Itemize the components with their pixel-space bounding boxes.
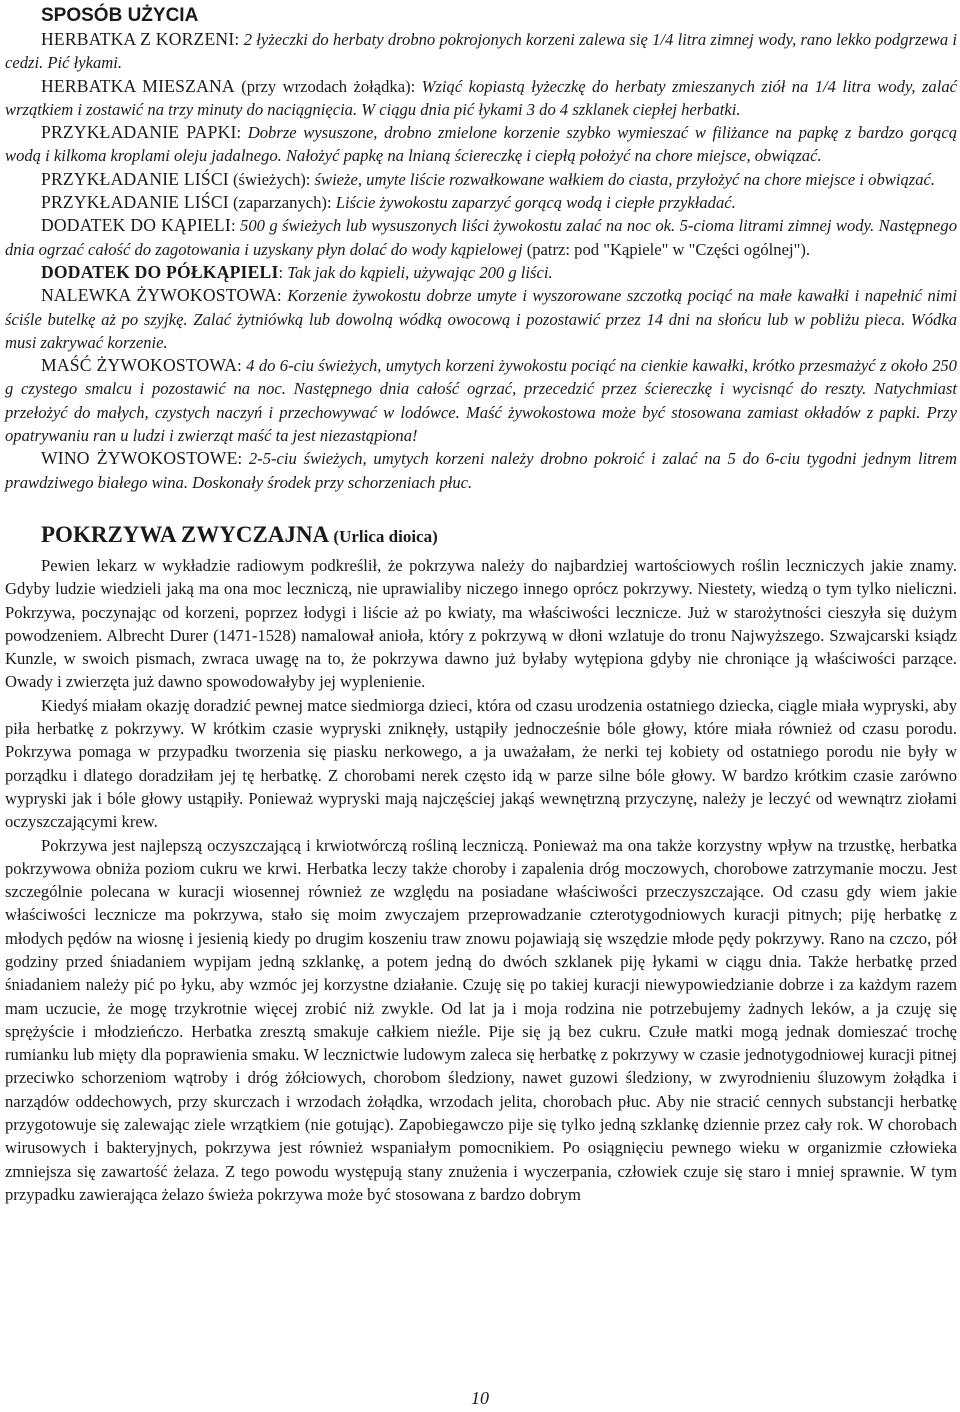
entry-dodatek-do-kapieli <box>5 214 957 261</box>
entry-note: (świeżych): <box>228 169 315 189</box>
entry-heading: DODATEK DO PÓŁKĄPIELI <box>41 261 279 282</box>
body-paragraph-3: Pokrzywa jest najlepszą oczyszczającą i krwiotwórczą rośliną leczniczą. Ponieważ ma ona także korzystny wpływ na trzustkę, herbatka pokrzywowa obniża poziom cukru we krwi. Herbatka leczy także choroby i zapalenia dróg moczowych, chorobowe zatrzymanie moczu. Jest szczególnie polecana w kuracji wiosennej również ze względu na posiadane właściwości przeczyszczające. Od czasu gdy wiem jakie właściwości lecznicze ma pokrzywa, stało się moim zwyczajem przeprowadzanie czterotygodniowych kuracji pitnych; piję herbatkę z młodych pędów na wiosnę i jesienią kiedy po drugim koszeniu traw znowu pojawiają się wszędzie młode pędy pokrzywy. Rano na czczo, pół godziny przed śniadaniem wypijam jedną szklankę, a potem jedną do dwóch szklanek piję łykami w ciągu dnia. Także herbatkę przed śniadaniem należy pić po łyku, aby wzmóc jej korzystne działanie. Czuję się po takiej kuracji niewypowiedzianie dobrze i za każdym razem mam uczucie, że mogę trzykrotnie więcej zrobić niż zwykle. Od lat ja i moja rodzina nie potrzebujemy żadnych leków, a ja czuję się sprężyście i młodzieńczo. Herbatka zresztą smakuje całkiem nieźle. Pije się ją bez cukru. Czułe matki mogą jednak domieszać trochę rumianku lub mięty dla poprawienia smaku. W lecznictwie ludowym zaleca się herbatkę z pokrzywy w czasie jednotygodniowej kuracji pitnej przeciwko schorzeniom wątroby i dróg żółciowych, chorobom śledziony, nawet guzowi śledziony, w zwyrodnieniu śluzowym żołądka i narządów oddechowych, przy skurczach i wrzodach żołądka, wrzodach jelita, chorobach płuc. Aby nie stracić cennych substancji herbatkę przygotowuje się zalewając ziele wrzątkiem (nie gotując). Zapobiegawczo pije się tylko jedną szklankę dziennie przez cały rok. W chorobach wirusowych i bakteryjnych, pokrzywa jest również wspaniałym pomocnikiem. Po osiągnięciu pewnego wieku w organizmie człowieka zmniejsza się zawartość żelaza. Z tego powodu występują stany znużenia i wyczerpania, człowiek czuje się staro i mniej sprawnie. W tym przypadku zawierająca żelazo świeża pokrzywa może być stosowana z bardzo dobrym <box>5 835 957 1204</box>
entry-heading: HERBATKA MIESZANA <box>41 75 235 96</box>
entry-heading: DODATEK DO KĄPIELI <box>41 215 231 236</box>
body-paragraph-2: Kiedyś miałam okazję doradzić pewnej matce siedmiorga dzieci, która od czasu urodzenia ostatniego dziecka, ciągle miała wypryski, aby piła herbatkę z pokrzywy. W krótkim czasie wypryski zniknęły, ustąpiły jednocześnie bóle głowy, które miała również od czasu porodu. Pokrzywa pomaga w przypadku tworzenia się piasku nerkowego, a ja uważałam, że nerki tej kobiety od ostatniego porodu nie były w porządku i dlatego doradziłam jej tę herbatkę. Z chorobami nerek często idą w parze silne bóle głowy. W bardzo krótkim czasie zarówno wypryski jak i bóle głowy ustąpiły. Ponieważ wypryski mają najczęściej jakąś wewnętrzną przyczynę, należy je leczyć od wewnątrz ziołami oczyszczającymi krew. <box>5 695 957 832</box>
entry-note: : <box>237 449 249 469</box>
entry-przykladanie-papki <box>5 121 957 168</box>
section-gap <box>5 494 957 520</box>
body-paragraph-1: Pewien lekarz w wykładzie radiowym podkreślił, że pokrzywa należy do najbardziej wartościowych roślin leczniczych jakie znamy. Gdyby ludzie wiedzieli jaką ma ona moc leczniczą, nie uprawialiby niczego innego oprócz pokrzywy. Niestety, wiedzą o tym tylko nieliczni. Pokrzywa, poczynając od korzeni, poprzez łodygi i liście aż po kwiaty, ma właściwości lecznicze. Już w starożytności cieszyła się dużym powodzeniem. Albrecht Durer (1471-1528) namalował anioła, który z pokrzywą w dłoni wzlatuje do tronu Najwyższego. Szwajcarski ksiądz Kunzle, w swoich pismach, zwraca uwagę na to, że pokrzywa dawno już byłaby wytępiona gdyby nie chroniące ją właściwości parzące. Owady i zwierzęta już dawno spowodowałyby jej wyplenienie. <box>5 555 957 692</box>
entry-masc-zywokostowa <box>5 354 957 447</box>
entry-text: Liście żywokostu zaparzyć gorącą wodą i ciepłe przykładać. <box>335 193 736 213</box>
entry-heading: HERBATKA Z KORZENI: <box>41 29 240 49</box>
page-number: 10 <box>471 1388 489 1408</box>
plant-latin-name: (Urlica dioica) <box>329 526 438 546</box>
entry-heading: PRZYKŁADANIE PAPKI <box>41 122 237 143</box>
entry-note: : <box>236 123 248 143</box>
entry-text: 500 g świeżych lub wysuszonych liści żywokostu zalać na noc ok. 5-cioma litrami zimnej wody. Następnego dnia ogrzać całość do zagotowania i uzyskany płyn dolać do wody kąpielowej <box>5 216 958 259</box>
plant-name: POKRZYWA ZWYCZAJNA <box>41 521 330 547</box>
entry-herbatka-z-korzeni <box>5 28 957 75</box>
entry-przykladanie-lisci-swiezych <box>5 168 957 191</box>
entry-text: Korzenie żywokostu dobrze umyte i wyszorowane szczotką pociąć na małe kawałki i napełnić nimi ściśle butelkę aż po szyjkę. Zalać żytniówką lub dowolną wódką owocową i pozostawić przez 14 dni na słońcu lub w pobliżu pieca. Wódka musi zakrywać korzenie. <box>5 286 957 352</box>
entry-nalewka-zywokostowa <box>5 284 957 354</box>
entry-note: (zaparzanych): <box>228 193 336 213</box>
entry-herbatka-mieszana <box>5 75 957 122</box>
entry-text: 4 do 6-ciu świeżych, umytych korzeni żywokostu pociąć na cienkie kawałki, krótko przesmażyć z około 250 g czystego smalcu i pozostawić na noc. Następnego dnia całość ogrzać, przecedzić przez ściereczkę i wycisnąć do reszty. Natychmiast przełożyć do małych, czystych naczyń i przechowywać w lodówce. Maść żywokostowa może być stosowana zamiast okładów z papki. Przy opatrywaniu ran u ludzi i zwierząt maść ta jest niezastąpiona! <box>5 356 957 446</box>
plant-title <box>5 520 957 552</box>
document-page <box>5 4 957 1206</box>
entry-text: 2-5-ciu świeżych, umytych korzeni należy drobno pokroić i zalać na 5 do 6-ciu tygodni jednym litrem prawdziwego białego wina. Doskonały środek przy schorzeniach płuc. <box>5 449 957 492</box>
entry-dodatek-do-polkapieli <box>5 261 957 284</box>
entry-text: Wziąć kopiastą łyżeczkę do herbaty zmieszanych ziół na 1/4 litra wody, zalać wrzątkiem i zostawić na trzy minuty do naciągnięcia. W ciągu dnia pić łykami 3 do 4 szklanek ciepłej herbatki. <box>5 76 957 119</box>
entry-tail: (patrz: pod "Kąpiele" w "Części ogólnej"). <box>522 239 811 259</box>
entry-heading: MAŚĆ ŻYWOKOSTOWA <box>41 355 238 376</box>
entry-heading: NALEWKA ŻYWOKOSTOWA <box>41 285 278 306</box>
entry-heading: PRZYKŁADANIE LIŚCI <box>41 168 229 189</box>
entry-text: Tak jak do kąpieli, używając 200 g liści. <box>287 262 553 282</box>
entry-note: : <box>230 216 241 236</box>
entry-text: Dobrze wysuszone, drobno zmielone korzenie szybko wymieszać w filiżance na papkę z bardzo gorącą wodą i kilkoma kroplami oleju jadalnego. Nałożyć papkę na lnianą ściereczkę i ciepłą położyć na chore miejsce, obwiązać. <box>5 123 957 166</box>
entry-heading: WINO ŻYWOKOSTOWE <box>41 448 238 469</box>
entry-wino-zywokostowe <box>5 447 957 494</box>
entry-heading: PRZYKŁADANIE LIŚCI <box>41 192 229 213</box>
entry-text: 2 łyżeczki do herbaty drobno pokrojonych korzeni zalewa się 1/4 litra zimnej wody, rano lekko podgrzewa i cedzi. Pić łykami. <box>5 30 957 73</box>
entry-note: : <box>277 286 288 306</box>
entry-note: : <box>278 262 288 282</box>
section-title: SPOSÓB UŻYCIA <box>41 5 199 26</box>
entry-text: świeże, umyte liście rozwałkowane wałkiem do ciasta, przyłożyć na chore miejsce i obwiązać. <box>314 169 936 189</box>
entry-note: : <box>237 356 247 376</box>
entry-note: (przy wrzodach żołądka): <box>234 76 422 96</box>
entry-przykladanie-lisci-zaparzanych <box>5 191 957 214</box>
